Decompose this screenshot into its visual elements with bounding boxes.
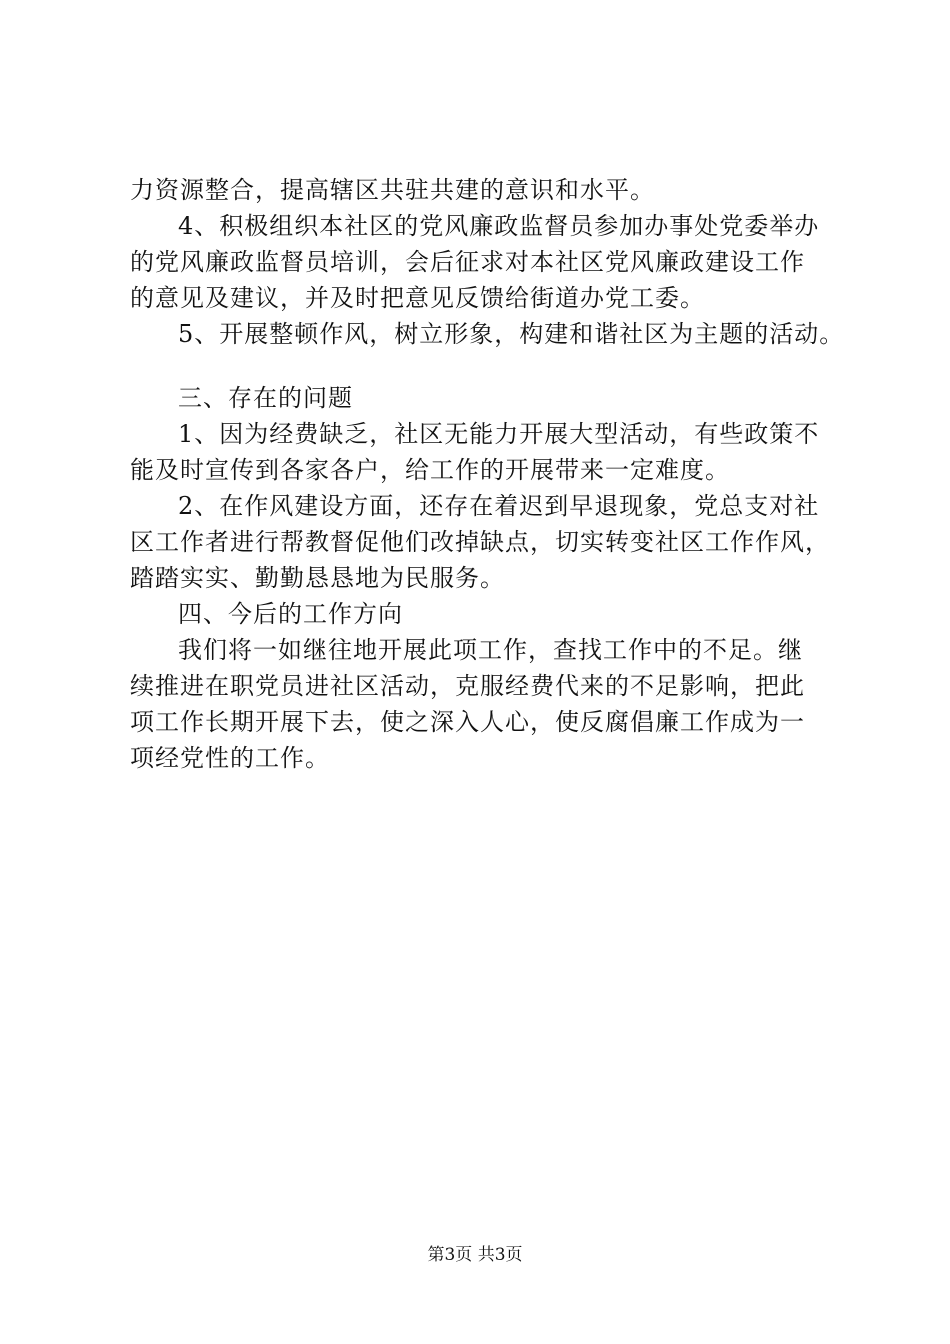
paragraph-gap [130,352,845,380]
document-body [130,172,845,776]
text-line: 的党风廉政监督员培训，会后征求对本社区党风廉政建设工作 [130,248,805,276]
text-line: 能及时宣传到各家各户，给工作的开展带来一定难度。 [130,456,730,484]
text-line: 力资源整合，提高辖区共驻共建的意识和水平。 [130,176,655,204]
text-line: 项工作长期开展下去，使之深入人心，使反腐倡廉工作成为一 [130,708,805,736]
text-line: 踏踏实实、勤勤恳恳地为民服务。 [130,564,505,592]
text-line: 我们将一如继往地开展此项工作，查找工作中的不足。继 [178,636,803,664]
text-line: 区工作者进行帮教督促他们改掉缺点，切实转变社区工作作风， [130,528,830,556]
text-line: 5、开展整顿作风，树立形象，构建和谐社区为主题的活动。 [178,320,845,348]
text-line: 4、积极组织本社区的党风廉政监督员参加办事处党委举办 [178,212,820,240]
text-line: 的意见及建议，并及时把意见反馈给街道办党工委。 [130,284,705,312]
section-heading: 四、今后的工作方向 [178,600,403,628]
text-line: 2、在作风建设方面，还存在着迟到早退现象，党总支对社 [178,492,820,520]
text-line: 续推进在职党员进社区活动，克服经费代来的不足影响，把此 [130,672,805,700]
page-footer: 第3页 共3页 [427,1245,523,1265]
section-heading: 三、存在的问题 [178,384,353,412]
text-line: 1、因为经费缺乏，社区无能力开展大型活动，有些政策不 [178,420,820,448]
text-line: 项经党性的工作。 [130,744,330,772]
